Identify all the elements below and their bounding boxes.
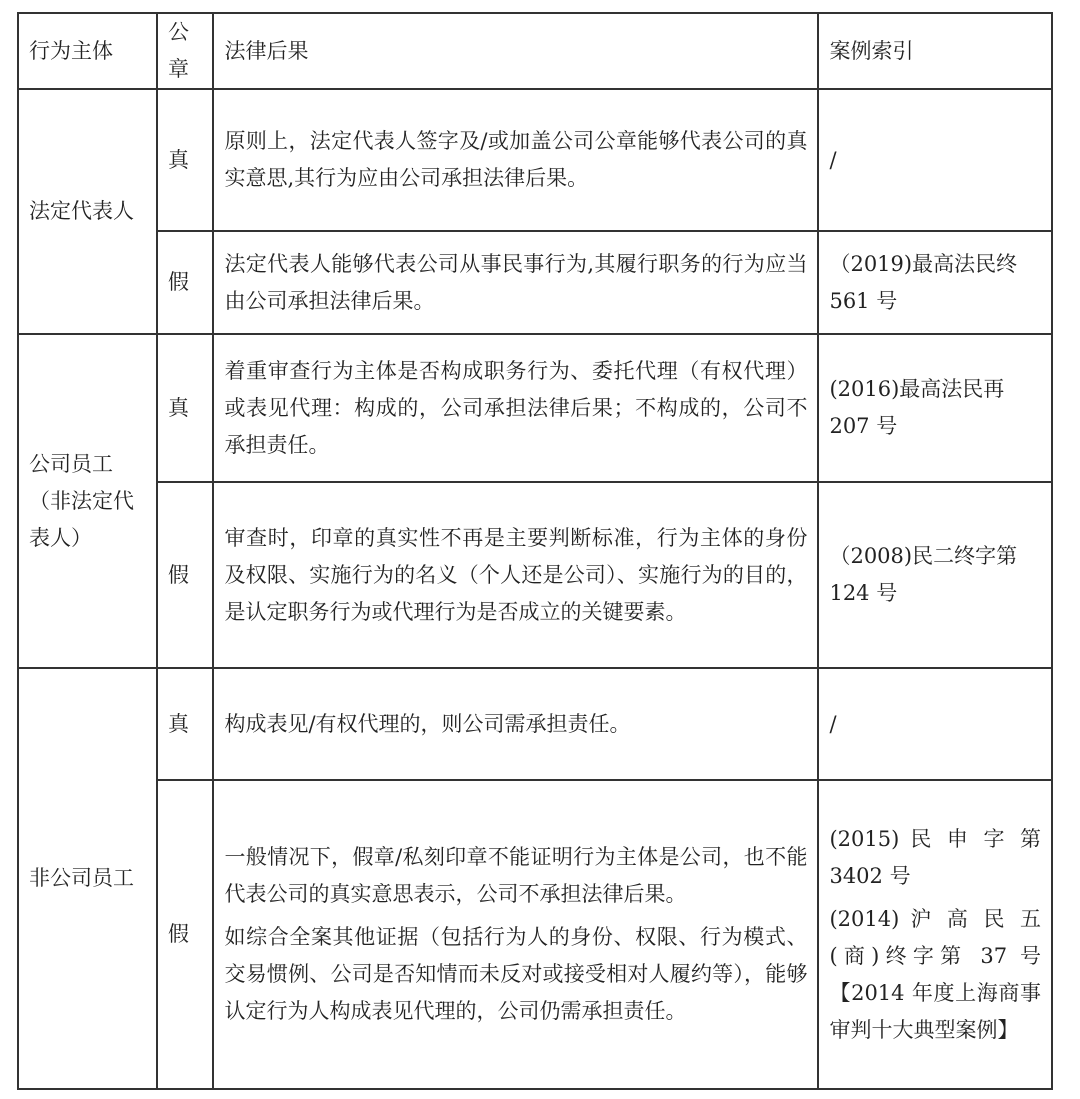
consequence-text: 如综合全案其他证据（包括行为人的身份、权限、行为模式、交易惯例、公司是否知情而未反对或接受相对人履约等），能够认定行为人构成表见代理的，公司仍需承担责任。 (224, 925, 808, 1023)
case-cell (818, 780, 1052, 1089)
table-header-row (18, 13, 1052, 89)
consequence-cell (213, 668, 818, 780)
case-cell (818, 231, 1052, 334)
consequence-text: 原则上，法定代表人签字及/或加盖公司公章能够代表公司的真实意思,其行为应由公司承担法律后果。 (224, 129, 808, 190)
seal-cell: 真 (157, 89, 213, 231)
case-text: （2019)最高法民终561 号 (829, 251, 1018, 313)
case-text: (2015) 民 申 字 第3402 号 (829, 826, 1041, 888)
consequence-text: 审查时，印章的真实性不再是主要判断标准，行为主体的身份及权限、实施行为的名义（个人还是公司）、实施行为的目的，是认定职务行为或代理行为是否成立的关键要素。 (224, 525, 808, 624)
table-row (18, 780, 1052, 1089)
case-text: (2014) 沪 高 民 五(商)终字第 37 号【2014 年度上海商事审判十大典型案例】 (829, 906, 1041, 1042)
case-text: / (829, 711, 837, 736)
case-cell (818, 482, 1052, 668)
subject-cell: 公司员工（非法定代表人） (18, 334, 157, 668)
subject-cell: 非公司员工 (18, 668, 157, 1089)
consequence-text: 着重审查行为主体是否构成职务行为、委托代理（有权代理）或表见代理：构成的，公司承担法律后果；不构成的，公司不承担责任。 (224, 358, 808, 457)
table-row (18, 89, 1052, 231)
case-cell (818, 668, 1052, 780)
seal-cell: 假 (157, 780, 213, 1089)
consequence-cell (213, 780, 818, 1089)
consequence-text: 构成表见/有权代理的，则公司需承担责任。 (224, 711, 631, 736)
consequence-text: 法定代表人能够代表公司从事民事行为,其履行职务的行为应当由公司承担法律后果。 (224, 251, 808, 313)
subject-cell: 法定代表人 (18, 89, 157, 334)
header-seal: 公章 (157, 13, 213, 89)
table-row (18, 668, 1052, 780)
consequence-cell (213, 231, 818, 334)
case-text: （2008)民二终字第124 号 (829, 544, 1018, 605)
case-text: (2016)最高法民再207 号 (829, 377, 1005, 438)
seal-cell: 真 (157, 334, 213, 482)
case-cell (818, 89, 1052, 231)
table-row (18, 334, 1052, 482)
table-row (18, 231, 1052, 334)
consequence-cell (213, 89, 818, 231)
header-subject: 行为主体 (18, 13, 157, 89)
header-case: 案例索引 (818, 13, 1052, 89)
seal-cell: 假 (157, 482, 213, 668)
consequence-cell (213, 334, 818, 482)
legal-consequence-table (17, 12, 1053, 1090)
header-consequence: 法律后果 (213, 13, 818, 89)
case-text: / (829, 147, 837, 172)
consequence-cell (213, 482, 818, 668)
seal-cell: 假 (157, 231, 213, 334)
case-cell (818, 334, 1052, 482)
table-row (18, 482, 1052, 668)
seal-cell: 真 (157, 668, 213, 780)
consequence-text: 一般情况下，假章/私刻印章不能证明行为主体是公司，也不能代表公司的真实意思表示，公司不承担法律后果。 (224, 845, 808, 906)
